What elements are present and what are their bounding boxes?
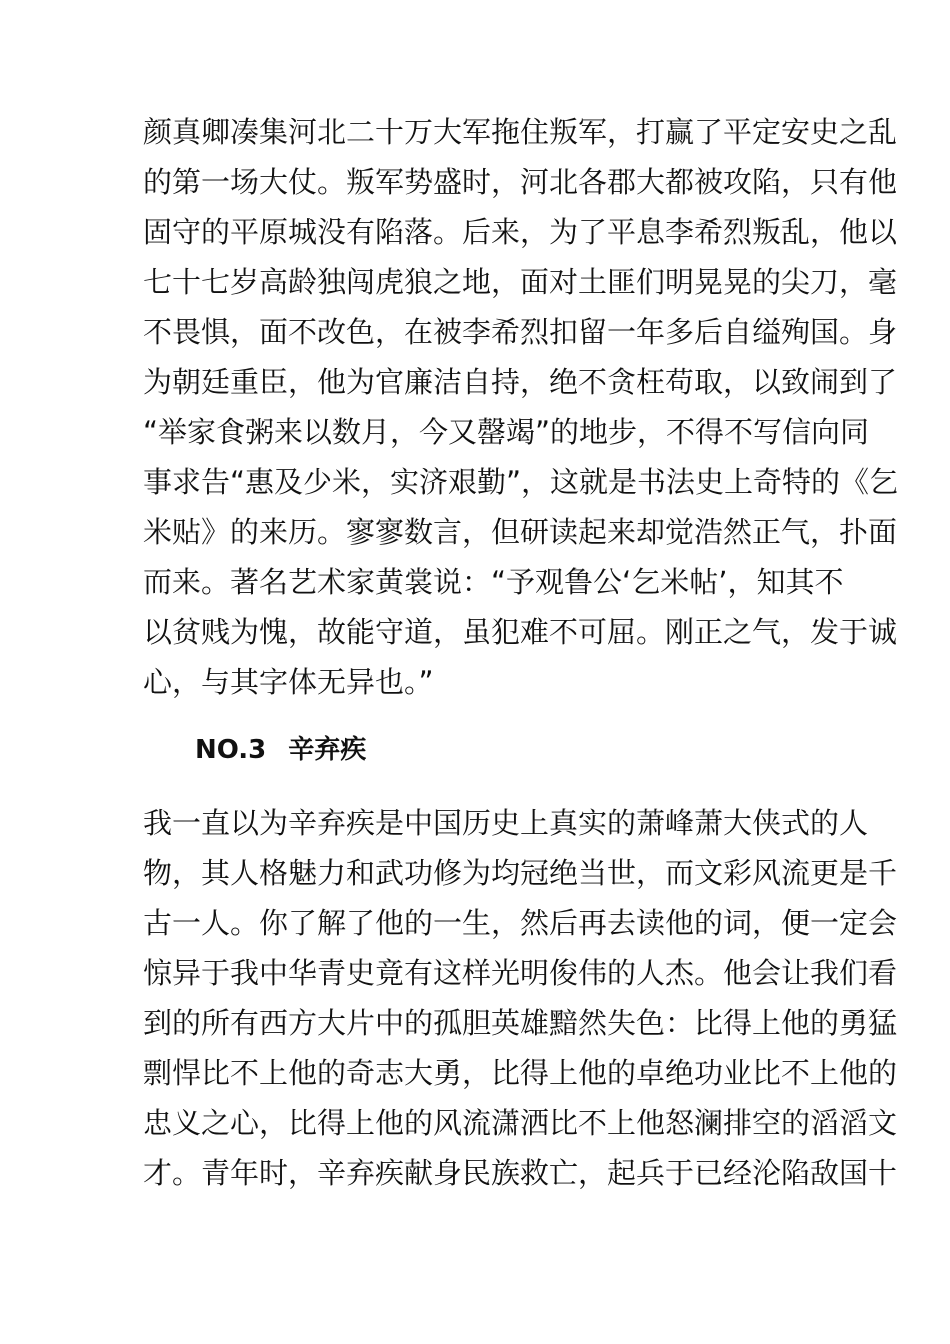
text-line: 物，其人格魅力和武功修为均冠绝当世，而文彩风流更是千 <box>143 856 898 890</box>
text-line: 古一人。你了解了他的一生，然后再去读他的词，便一定会 <box>143 906 898 940</box>
section-heading <box>195 727 366 773</box>
text-line: “举家食粥来以数月，今又罄竭”的地步，不得不写信向同 <box>143 415 870 449</box>
text-line: 心，与其字体无异也。” <box>143 665 434 699</box>
text-line: 到的所有西方大片中的孤胆英雄黯然失色：比得上他的勇猛 <box>143 1006 898 1040</box>
text-line: 而来。著名艺术家黄裳说：“予观鲁公‘乞米帖’，知其不 <box>143 565 844 599</box>
section-title: 辛弃疾 <box>288 735 367 765</box>
text-line: 忠义之心，比得上他的风流潇洒比不上他怒澜排空的滔滔文 <box>143 1106 898 1140</box>
paragraph-xin-qiji <box>143 798 898 1198</box>
text-line: 事求告“惠及少米，实济艰勤”，这就是书法史上奇特的《乞 <box>143 465 899 499</box>
text-line: 剽悍比不上他的奇志大勇，比得上他的卓绝功业比不上他的 <box>143 1056 898 1090</box>
text-line: 为朝廷重臣，他为官廉洁自持，绝不贪枉苟取，以致闹到了 <box>143 365 898 399</box>
text-line: 颜真卿凑集河北二十万大军拖住叛军，打赢了平定安史之乱 <box>143 115 898 149</box>
text-line: 不畏惧，面不改色，在被李希烈扣留一年多后自缢殉国。身 <box>143 315 898 349</box>
text-line: 七十七岁高龄独闯虎狼之地，面对土匪们明晃晃的尖刀，毫 <box>143 265 898 299</box>
text-line: 才。青年时，辛弃疾献身民族救亡，起兵于已经沦陷敌国十 <box>143 1156 898 1190</box>
text-line: 惊异于我中华青史竟有这样光明俊伟的人杰。他会让我们看 <box>143 956 898 990</box>
text-line: 米贴》的来历。寥寥数言，但研读起来却觉浩然正气，扑面 <box>143 515 898 549</box>
text-line: 固守的平原城没有陷落。后来，为了平息李希烈叛乱，他以 <box>143 215 898 249</box>
section-number: NO.3 <box>195 735 267 765</box>
text-line: 的第一场大仗。叛军势盛时，河北各郡大都被攻陷，只有他 <box>143 165 898 199</box>
paragraph-yan-zhenqing <box>143 107 899 707</box>
text-line: 我一直以为辛弃疾是中国历史上真实的萧峰萧大侠式的人 <box>143 806 869 840</box>
text-line: 以贫贱为愧，故能守道，虽犯难不可屈。刚正之气，发于诚 <box>143 615 898 649</box>
